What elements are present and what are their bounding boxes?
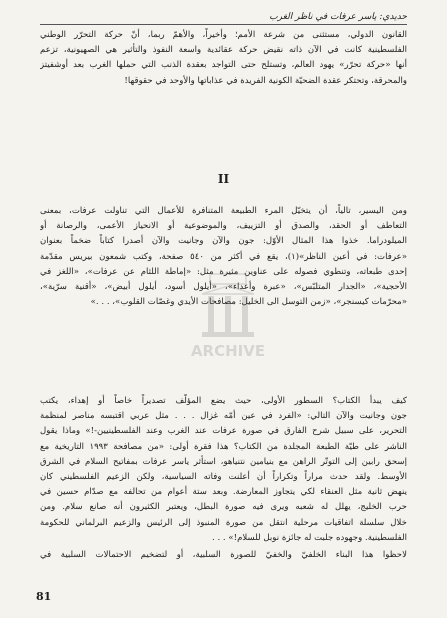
paragraph-2 bbox=[40, 204, 407, 310]
text-line: كيف يبدأ الكتاب؟ السطور الأولى، حيث يضع المؤلّف تصديراً خاصاً أو إهداء، يكتب bbox=[40, 396, 407, 406]
text-line: والمحرقة، وتحتكر عقدة الضحيّة الكونية الفريدة في عذاباتها والأوحد في حقوقها! bbox=[124, 75, 407, 86]
text-line: الفلسطينية كانت في الآن ذاته نقيض حركة عقائدية واسعة النفوذ والتأثير هي الصهيونية، تزعم bbox=[40, 45, 407, 56]
text-line: الميلودراما. خذوا هذا المثال الأوّل: جون والآن وجانيت والآن أصدرا كتاباً ضخماً بعنوان bbox=[40, 236, 407, 247]
text-line: إحدى طبعاته، وتنطوي فصوله على عناوين مثيرة مثل: «إماطة اللثام عن عرفات»، «اللغز في bbox=[40, 266, 407, 277]
text-line: خلال سلسلة اتفاقيات مرحلية انتقل من صورة المنبوذ إلى الرئيس والزعيم البرلماني للحكومة bbox=[40, 517, 407, 528]
text-line: «عرفات: في أعين الناظر»(١)، يقع في أكثر من ٥٤٠ صفحة، وكتب شمعون بيريس مقدّمة bbox=[40, 251, 407, 262]
text-line: الأوسط. ولقد حدث مراراً وتكراراً أن أعلنت وفاته السياسية، ولكن الزعيم الفلسطيني كان bbox=[40, 471, 407, 482]
paragraph-3 bbox=[40, 394, 407, 546]
paragraph-1 bbox=[40, 28, 407, 89]
text-line: القانون الدولي، مستثنى من شرعة الأمم؛ وأخيراً، والأهمّ ربما، أنّ حركة التحرّر الوطني bbox=[40, 30, 407, 40]
text-line: الفلسطينية. وجهوده جلبت له جائزة نوبل للسلام!» . . . bbox=[211, 532, 407, 543]
text-line: التحرير، على سبيل شرح الفارق في صورة عرفات عند الغرب وعند الفلسطينيين-!» وماذا يقول bbox=[40, 426, 407, 437]
running-title: حديدي: ياسر عرفات في ناظر الغرب bbox=[269, 12, 407, 22]
page-number: 81 bbox=[36, 590, 52, 603]
watermark-label: ARCHIVE bbox=[190, 342, 266, 360]
section-number: II bbox=[217, 172, 230, 186]
running-header bbox=[40, 8, 407, 25]
text-line: الناشر على طيّة الطبعة المجلدة من الكتاب؟ هذا فقرة أولى: «من مصافحة ١٩٩٣ التاريخية مع bbox=[40, 441, 407, 452]
text-line: ومن اليسير، تالياً، أن يتخيّل المرء الطبيعة المتنافرة للأعمال التي تناولت عرفات، بمعنى bbox=[40, 206, 407, 216]
text-line: ينهض ثانية مثل العنقاء لكي يتجاوز المعارضة. وبعد ستة أعوام من تحالفه مع صدّام حسين في bbox=[40, 487, 407, 498]
text-line: لاحظوا هذا البناء الخلفيّ والخفيّ للصورة السلبية، أو لتضخيم الاحتمالات السلبية في bbox=[40, 550, 407, 560]
text-line: جون وجانيت والآن التالي: «الفرد في عين أمّه غزال . . . مثل عربي اقتبسه مناصر لمنظمة bbox=[40, 411, 407, 422]
paragraph-4 bbox=[40, 548, 407, 563]
text-line: حرب الخليج، يهلل له شعبه ويرى فيه صورة البطل، ويعتبر الكثيرون أنه صانع سلام. ومن bbox=[40, 502, 407, 513]
text-line: التعاطف أو الحقد، والصدق أو التزييف، والموضوعية أو الانحياز الأعمى، والرصانة أو bbox=[40, 221, 407, 232]
text-line: إسحق رابين إلى التوتّر الراهن مع بنيامين نتنياهو، استأثر ياسر عرفات بمفاتيح السلام في الشرق bbox=[40, 456, 407, 467]
text-line: أنها «حركة تحرّر» يهود العالم، وتستلح حتى التواجد بعقدة الذنب التي حملها الغرب بعد أوشفيتز bbox=[40, 60, 407, 71]
text-line: الأحجية»، «الجدار المتلبّس»، «عبرة وأعداء»، «أيلول أسود، أيلول أبيض»، «أقنية سرّية»، bbox=[40, 281, 407, 292]
text-line: «محرّمات كيسنجر»، «زمن التوسل الى الخليل: مصافحات الأيدي وغصّات القلوب»، . . .» bbox=[90, 297, 407, 308]
